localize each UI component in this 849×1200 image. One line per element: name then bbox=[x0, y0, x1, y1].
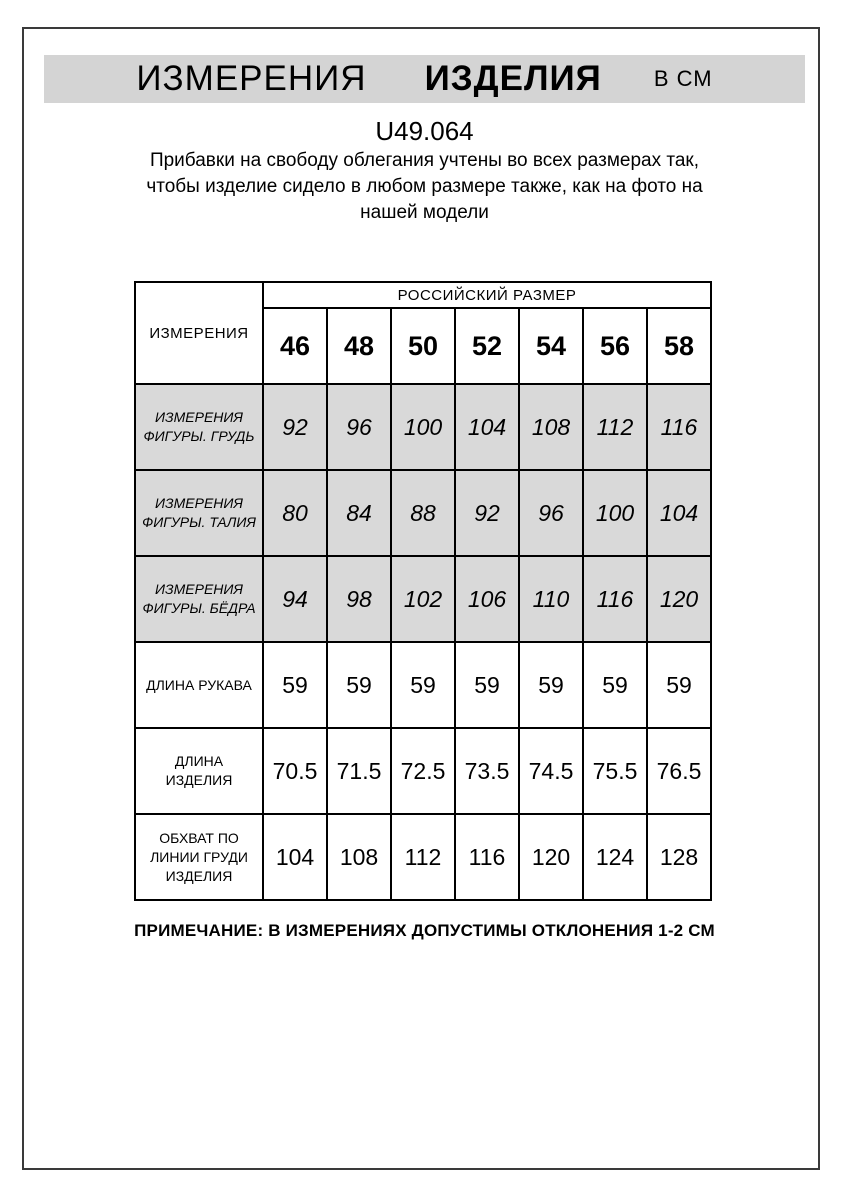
measurement-value: 59 bbox=[263, 642, 327, 728]
row-label: ДЛИНА ИЗДЕЛИЯ bbox=[135, 728, 263, 814]
measurement-value: 73.5 bbox=[455, 728, 519, 814]
measurement-value: 104 bbox=[455, 384, 519, 470]
fit-description bbox=[0, 148, 849, 226]
table-row-item-length bbox=[135, 728, 711, 814]
table-row-figure-hips bbox=[135, 556, 711, 642]
measurement-value: 102 bbox=[391, 556, 455, 642]
measurement-value: 88 bbox=[391, 470, 455, 556]
measurement-value: 116 bbox=[647, 384, 711, 470]
fit-description-line: нашей модели bbox=[360, 202, 489, 223]
measurements-corner-label: ИЗМЕРЕНИЯ bbox=[135, 282, 263, 384]
measurement-value: 110 bbox=[519, 556, 583, 642]
measurement-value: 94 bbox=[263, 556, 327, 642]
measurement-value: 59 bbox=[647, 642, 711, 728]
size-column-header: 48 bbox=[327, 308, 391, 384]
row-label: ИЗМЕРЕНИЯ ФИГУРЫ. БЁДРА bbox=[135, 556, 263, 642]
measurement-value: 72.5 bbox=[391, 728, 455, 814]
size-column-header: 46 bbox=[263, 308, 327, 384]
measurement-value: 100 bbox=[583, 470, 647, 556]
table-row-sleeve-length bbox=[135, 642, 711, 728]
measurement-value: 116 bbox=[583, 556, 647, 642]
measurement-value: 59 bbox=[455, 642, 519, 728]
row-label: ДЛИНА РУКАВА bbox=[135, 642, 263, 728]
row-label: ОБХВАТ ПО ЛИНИИ ГРУДИ ИЗДЕЛИЯ bbox=[135, 814, 263, 900]
size-column-header: 54 bbox=[519, 308, 583, 384]
measurement-value: 112 bbox=[583, 384, 647, 470]
measurement-value: 92 bbox=[263, 384, 327, 470]
measurement-value: 108 bbox=[327, 814, 391, 900]
title-band bbox=[44, 55, 805, 103]
measurement-value: 71.5 bbox=[327, 728, 391, 814]
size-column-header: 56 bbox=[583, 308, 647, 384]
measurement-value: 59 bbox=[391, 642, 455, 728]
fit-description-line: Прибавки на свободу облегания учтены во всех размерах так, bbox=[149, 150, 700, 171]
size-column-header: 58 bbox=[647, 308, 711, 384]
size-column-header: 52 bbox=[455, 308, 519, 384]
measurement-value: 96 bbox=[327, 384, 391, 470]
title-product: ИЗДЕЛИЯ bbox=[424, 59, 602, 98]
measurement-value: 104 bbox=[263, 814, 327, 900]
measurement-value: 112 bbox=[391, 814, 455, 900]
measurement-value: 128 bbox=[647, 814, 711, 900]
measurement-value: 100 bbox=[391, 384, 455, 470]
tolerance-note: ПРИМЕЧАНИЕ: В ИЗМЕРЕНИЯХ ДОПУСТИМЫ ОТКЛОНЕНИЯ 1-2 СМ bbox=[134, 921, 715, 940]
measurement-value: 80 bbox=[263, 470, 327, 556]
measurement-value: 76.5 bbox=[647, 728, 711, 814]
measurement-value: 75.5 bbox=[583, 728, 647, 814]
title-unit-cm: В СМ bbox=[653, 66, 713, 91]
measurement-value: 59 bbox=[519, 642, 583, 728]
measurement-value: 98 bbox=[327, 556, 391, 642]
row-label: ИЗМЕРЕНИЯ ФИГУРЫ. ГРУДЬ bbox=[135, 384, 263, 470]
title-measurements: ИЗМЕРЕНИЯ bbox=[136, 59, 367, 98]
fit-description-line: чтобы изделие сидело в любом размере также, как на фото на bbox=[146, 176, 703, 197]
measurement-value: 124 bbox=[583, 814, 647, 900]
measurement-value: 104 bbox=[647, 470, 711, 556]
measurement-value: 84 bbox=[327, 470, 391, 556]
table-row-figure-chest bbox=[135, 384, 711, 470]
size-column-header: 50 bbox=[391, 308, 455, 384]
measurement-value: 92 bbox=[455, 470, 519, 556]
measurement-value: 116 bbox=[455, 814, 519, 900]
measurement-value: 59 bbox=[327, 642, 391, 728]
measurement-value: 70.5 bbox=[263, 728, 327, 814]
product-code: U49.064 bbox=[375, 116, 474, 146]
table-row-figure-waist bbox=[135, 470, 711, 556]
table-header-row bbox=[135, 282, 711, 308]
russian-size-group-header: РОССИЙСКИЙ РАЗМЕР bbox=[263, 282, 711, 308]
measurement-value: 106 bbox=[455, 556, 519, 642]
measurement-value: 108 bbox=[519, 384, 583, 470]
measurement-value: 74.5 bbox=[519, 728, 583, 814]
table-row-chest-girth-item bbox=[135, 814, 711, 900]
row-label: ИЗМЕРЕНИЯ ФИГУРЫ. ТАЛИЯ bbox=[135, 470, 263, 556]
measurement-value: 59 bbox=[583, 642, 647, 728]
size-table bbox=[134, 281, 712, 901]
measurement-value: 120 bbox=[519, 814, 583, 900]
measurement-value: 120 bbox=[647, 556, 711, 642]
measurement-value: 96 bbox=[519, 470, 583, 556]
